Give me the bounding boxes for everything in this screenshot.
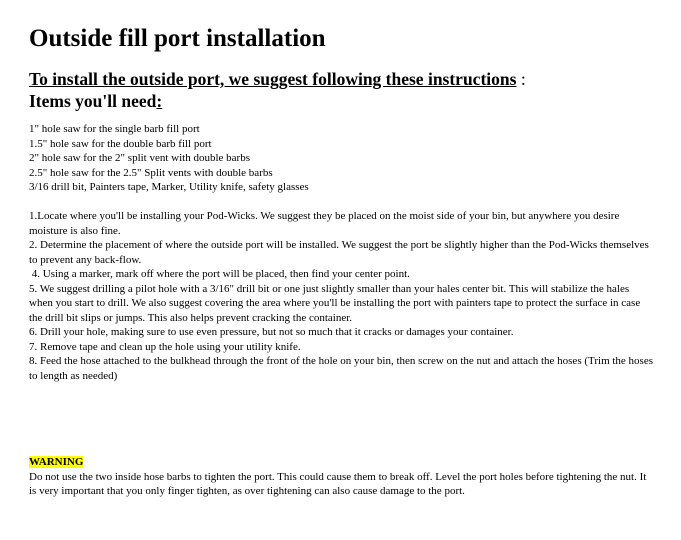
tool-item: 2" hole saw for the 2" split vent with double barbs	[29, 152, 250, 164]
tools-list	[29, 122, 654, 195]
intro-heading	[29, 68, 654, 90]
items-needed-heading	[29, 90, 654, 112]
intro-text: To install the outside port, we suggest following these instructions	[29, 69, 517, 89]
step-item: 8. Feed the hose attached to the bulkhead through the front of the hole on your bin, then screw on the nut and attach the hoses (Trim the hoses to length as needed)	[29, 355, 654, 382]
page-title: Outside fill port installation	[29, 25, 326, 52]
items-heading-colon: :	[156, 91, 163, 111]
warning-text: Do not use the two inside hose barbs to tighten the port. This could cause them to break off. Level the port holes before tightening the nut. It is very important that you only finger tighten, as over tightening can also cause damage to the port.	[29, 470, 647, 497]
warning-block	[29, 455, 654, 499]
items-heading-text: Items you'll need	[29, 91, 157, 111]
intro-suffix: :	[516, 69, 526, 89]
step-item: 6. Drill your hole, making sure to use even pressure, but not so much that it cracks or damages your container.	[29, 326, 514, 338]
step-item: 2. Determine the placement of where the outside port will be installed. We suggest the port be slightly higher than the Pod-Wicks themselves to prevent any back-flow.	[29, 239, 649, 266]
document-page	[29, 24, 654, 499]
warning-label: WARNING	[29, 456, 84, 468]
step-item: 1.Locate where you'll be installing your Pod-Wicks. We suggest they be placed on the moist side of your bin, but anywhere you desire moisture is also fine.	[29, 210, 620, 237]
instruction-steps	[29, 209, 654, 383]
tool-item: 3/16 drill bit, Painters tape, Marker, Utility knife, safety glasses	[29, 181, 309, 193]
tool-item: 1.5" hole saw for the double barb fill port	[29, 137, 212, 150]
step-item: 7. Remove tape and clean up the hole using your utility knife.	[29, 340, 301, 353]
tool-item: 2.5" hole saw for the 2.5" Split vents with double barbs	[29, 166, 273, 179]
tool-item: 1" hole saw for the single barb fill port	[29, 123, 200, 135]
step-item: 5. We suggest drilling a pilot hole with a 3/16" drill bit or one just slightly smaller than your hales center bit. This will stabilize the hales when you start to drill. We also suggest covering the area where you'll be installing the port with painters tape to protect the surface in case the drill bit slips or jumps. This also helps prevent cracking the container.	[29, 282, 641, 324]
step-item: 4. Using a marker, mark off where the port will be placed, then find your center point.	[29, 268, 410, 280]
